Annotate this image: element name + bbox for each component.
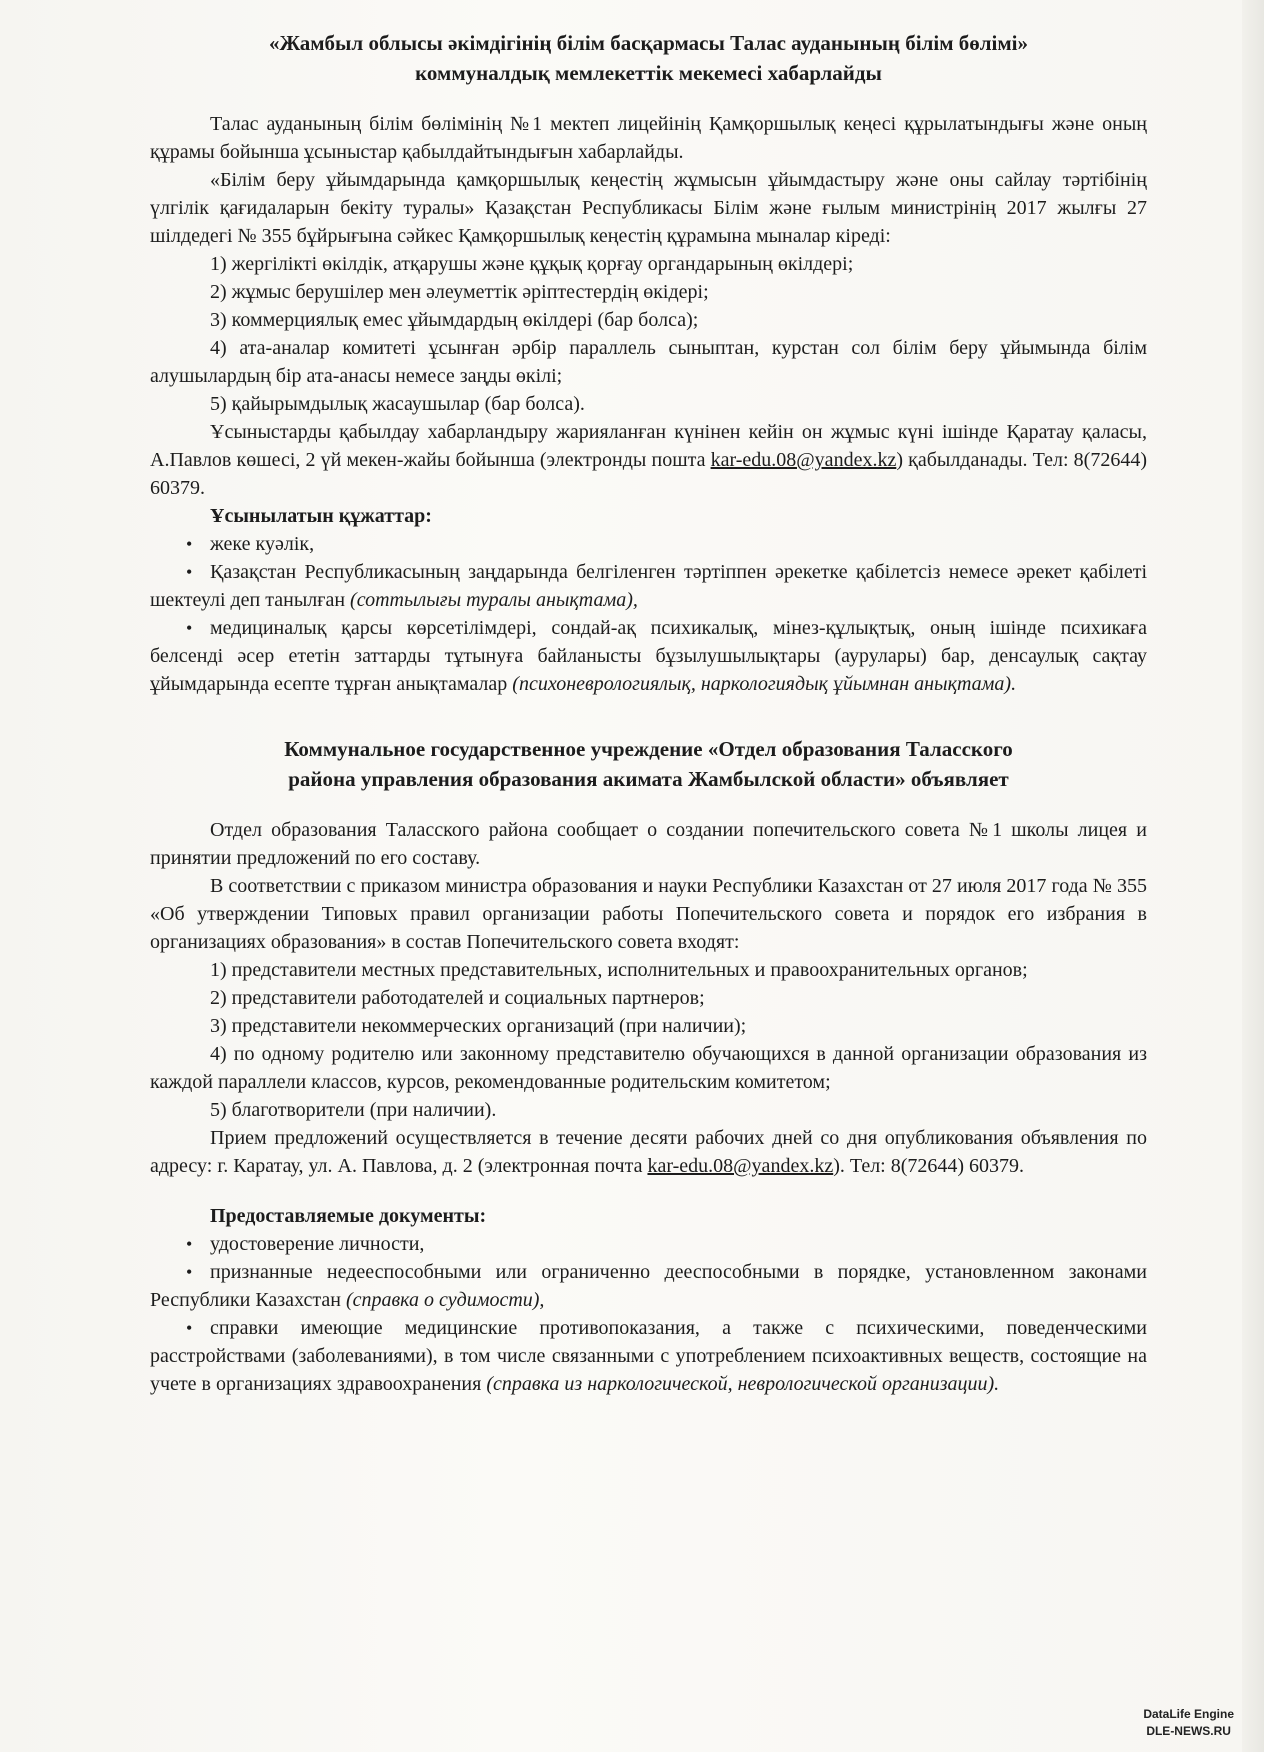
kz-accept-text: Ұсыныстарды қабылдау хабарландыру жарияланған күнінен кейін он жұмыс күні ішінде Қаратау қаласы, А.Павлов көшесі, 2 үй мекен-жайы бойынша (электронды пошта — [150, 421, 1147, 471]
ru-basis: В соответствии с приказом министра образования и науки Республики Казахстан от 27 июля 2017 года № 355 «Об утверждении Типовых правил организации работы Попечительского совета и порядок его избрания в организациях образования» в состав Попечительского совета входят: — [150, 875, 1147, 953]
kazakh-announcement — [150, 28, 1147, 698]
kz-doc-1: жеке куәлік, — [210, 533, 315, 555]
kz-doc-2: Қазақстан Республикасының заңдарында белгіленген тәртіппен әрекетке қабілетсіз немесе әрекет қабілеті шектеулі деп танылған — [150, 561, 1147, 611]
kz-basis: «Білім беру ұйымдарында қамқоршылық кеңестің жұмысын ұйымдастыру және оны сайлау тәртібінің үлгілік қағидаларын бекіту туралы» Қазақстан Республикасы Білім және ғылым министрінің 2017 жылғы 27 шілдедегі № 355 бұйрығына сәйкес Қамқоршылық кеңестің құрамына мыналар кіреді: — [150, 169, 1147, 247]
ru-accept-tail: ). Тел: 8(72644) 60379. — [833, 1155, 1025, 1177]
ru-doc-3-note: (справка из наркологической, неврологической организации). — [486, 1373, 1000, 1395]
kz-intro: Талас ауданының білім бөлімінің №1 мектеп лицейінің Қамқоршылық кеңесі құрылатындығы және оның құрамы бойынша ұсыныстар қабылдайтындығын хабарлайды. — [150, 113, 1147, 163]
list-item — [150, 558, 1147, 614]
ru-doc-2-note: (справка о судимости), — [345, 1289, 545, 1311]
kz-doc-3-note: (психоневрологиялық, наркологиядық ұйымнан анықтама). — [512, 673, 1017, 695]
watermark-line1: DataLife Engine — [1143, 1707, 1234, 1721]
page-edge — [1242, 0, 1264, 1752]
kz-doc-2-note: (соттылығы туралы анықтама), — [350, 589, 638, 611]
ru-item-2: 2) представители работодателей и социальных партнеров; — [210, 987, 705, 1009]
ru-accept-info — [150, 1124, 1147, 1180]
bullet-icon: • — [186, 1318, 193, 1338]
list-item — [150, 1314, 1147, 1398]
kz-accept-info — [150, 418, 1147, 502]
kz-doc-3: медициналық қарсы көрсетілімдері, сондай-ақ психикалық, мінез-құлықтық, оның ішінде психикаға белсенді әсер ететін заттарды тұтынуға байланысты бұзылушылықтары (аурулары) бар, денсаулық сақтау ұйымдарында есепте тұрған анықтамалар — [150, 617, 1147, 695]
kz-email-link[interactable]: kar-edu.08@yandex.kz — [710, 449, 897, 471]
ru-title-line1: Коммунальное государственное учреждение «Отдел образования Таласского — [284, 737, 1013, 761]
bullet-icon: • — [186, 562, 193, 582]
kz-item-2: 2) жұмыс берушілер мен әлеуметтік әріптестердің өкідері; — [210, 281, 709, 303]
bullet-icon: • — [186, 534, 193, 554]
ru-item-4: 4) по одному родителю или законному представителю обучающихся в данной организации образования из каждой параллели классов, курсов, рекомендованные родительским комитетом; — [150, 1043, 1147, 1093]
ru-email-link[interactable]: kar-edu.08@yandex.kz — [647, 1155, 834, 1177]
ru-title — [150, 734, 1147, 794]
bullet-icon: • — [186, 1262, 193, 1282]
list-item — [150, 1230, 1147, 1258]
watermark — [1143, 1706, 1234, 1740]
kz-item-4: 4) ата-аналар комитеті ұсынған әрбір параллель сыныптан, курстан сол білім беру ұйымында білім алушылардың бір ата-анасы немесе заңды өкілі; — [150, 337, 1147, 387]
kz-docs-list — [150, 530, 1147, 698]
list-item — [150, 530, 1147, 558]
kz-item-5: 5) қайырымдылық жасаушылар (бар болса). — [210, 393, 585, 415]
ru-item-3: 3) представители некоммерческих организаций (при наличии); — [210, 1015, 747, 1037]
bullet-icon: • — [186, 1234, 193, 1254]
ru-accept-text: Прием предложений осуществляется в течение десяти рабочих дней со дня опубликования объявления по адресу: г. Каратау, ул. А. Павлова, д. 2 (электронная почта — [150, 1127, 1147, 1177]
ru-doc-3: справки имеющие медицинские противопоказания, а также с психическими, поведенческими расстройствами (заболеваниями), в том числе связанными с употреблением психоактивных веществ, состоящие на учете в организациях здравоохранения — [150, 1317, 1147, 1395]
bullet-icon: • — [186, 618, 193, 638]
kz-title-line2: коммуналдық мемлекеттік мекемесі хабарлайды — [415, 61, 882, 85]
ru-item-1: 1) представители местных представительных, исполнительных и правоохранительных органов; — [210, 959, 1028, 981]
ru-title-line2: района управления образования акимата Жамбылской области» объявляет — [288, 767, 1009, 791]
ru-intro: Отдел образования Таласского района сообщает о создании попечительского совета №1 школы лицея и принятии предложений по его составу. — [150, 819, 1147, 869]
list-item — [150, 1258, 1147, 1314]
ru-docs-list — [150, 1230, 1147, 1398]
kz-title — [150, 28, 1147, 88]
list-item — [150, 614, 1147, 698]
russian-announcement — [150, 734, 1147, 1398]
ru-item-5: 5) благотворители (при наличии). — [210, 1099, 497, 1121]
kz-title-line1: «Жамбыл облысы әкімдігінің білім басқармасы Талас ауданының білім бөлімі» — [268, 31, 1029, 55]
ru-doc-2: признанные недееспособными или ограниченно дееспособными в порядке, установленном законами Республики Казахстан — [150, 1261, 1147, 1311]
watermark-line2: DLE-NEWS.RU — [1146, 1724, 1231, 1738]
kz-item-3: 3) коммерциялық емес ұйымдардың өкілдері (бар болса); — [210, 309, 699, 331]
kz-item-1: 1) жергілікті өкілдік, атқарушы және құқық қорғау органдарының өкілдері; — [210, 253, 854, 275]
kz-accept-tail: ) қабылданады. Тел: 8(72644) 60379. — [150, 449, 1147, 499]
ru-docs-heading: Предоставляемые документы: — [210, 1205, 487, 1227]
kz-docs-heading: Ұсынылатын құжаттар: — [210, 505, 432, 527]
document-body — [150, 28, 1147, 1398]
ru-doc-1: удостоверение личности, — [210, 1233, 425, 1255]
